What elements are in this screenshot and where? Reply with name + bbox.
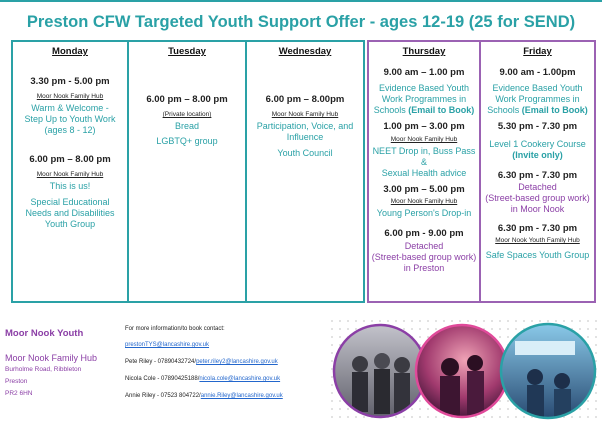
contact-email-main	[125, 342, 209, 348]
email-link[interactable]: annie.Riley@lancashire.gov.uk	[200, 393, 283, 399]
contact-name-phone: Pete Riley - 07890432724/	[125, 359, 197, 365]
session-title: (Invite only)	[512, 150, 563, 160]
session-venue: Moor Nook Family Hub	[390, 198, 458, 205]
session-title: Detached	[404, 241, 444, 251]
session-title: Influence	[286, 132, 324, 142]
session-title: Warm & Welcome -	[31, 103, 109, 113]
session-title: Evidence Based Youth	[378, 83, 470, 93]
session-title	[481, 105, 594, 116]
session-title: This is us!	[49, 181, 91, 191]
session-title: LGBTQ+ group	[156, 136, 218, 146]
address-line: Burholme Road, Ribbleton	[5, 366, 82, 373]
session-title: (Street-based group work)	[485, 193, 590, 203]
session-venue: (Private location)	[162, 111, 212, 118]
session-venue: Moor Nook Family Hub	[390, 136, 458, 143]
session-venue: Moor Nook Youth Family Hub	[495, 237, 580, 244]
email-link[interactable]: nicola.cole@lancashire.gov.uk	[199, 376, 281, 382]
session-venue: Moor Nook Family Hub	[36, 171, 104, 178]
day-heading-thursday: Thursday	[402, 46, 446, 57]
session-venue: Moor Nook Family Hub	[36, 93, 104, 100]
session-time: 6.00 pm – 8.00 pm	[146, 94, 228, 105]
email-to-book-note: (Email to Book)	[521, 105, 588, 115]
session-title: in Moor Nook	[510, 204, 565, 214]
session-title: Youth Group	[44, 219, 96, 229]
photo-collage-graphic	[330, 319, 600, 422]
session-time: 6.30 pm - 7.30 pm	[497, 170, 578, 181]
tuesday-column	[129, 40, 247, 303]
contact-name-phone: Nicola Cole - 07890425188/	[125, 376, 200, 382]
email-link[interactable]: peter.riley2@lancashire.gov.uk	[196, 359, 278, 365]
session-title: Evidence Based Youth	[492, 83, 583, 93]
session-title: Participation, Voice, and	[256, 121, 354, 131]
session-title: Needs and Disabilities	[25, 208, 115, 218]
session-title: Special Educational	[30, 197, 110, 207]
address-line: PR2 6HN	[5, 390, 33, 397]
session-time: 6.00 pm – 8.00 pm	[29, 154, 111, 165]
session-time: 9.00 am – 1.00 pm	[383, 67, 465, 78]
contact-line	[125, 393, 283, 399]
session-time: 6.00 pm - 9.00 pm	[384, 228, 464, 239]
session-title	[369, 105, 479, 116]
session-title: Youth Council	[277, 148, 333, 158]
page-title: Preston CFW Targeted Youth Support Offer - ages 12-19 (25 for SEND)	[26, 13, 576, 31]
session-title: NEET Drop in, Buss Pass &	[372, 146, 476, 167]
friday-column	[481, 40, 596, 303]
contact-name-phone: Annie Riley - 07523 804722/	[125, 393, 201, 399]
session-title: Sexual Health advice	[381, 168, 467, 178]
session-time: 5.30 pm - 7.30 pm	[497, 121, 578, 132]
address-line: Preston	[5, 378, 28, 385]
session-title-text: Schools	[487, 105, 522, 115]
session-title: Work Programmes in	[495, 94, 580, 104]
session-title: (Street-based group work)	[371, 252, 477, 262]
org-name: Moor Nook Youth	[5, 328, 84, 339]
timetable	[11, 40, 598, 303]
session-time: 3.00 pm – 5.00 pm	[383, 184, 465, 195]
wednesday-column	[247, 40, 365, 303]
session-title: Work Programmes in	[381, 94, 467, 104]
session-time: 6.00 pm – 8.00pm	[265, 94, 345, 105]
top-accent-line	[0, 0, 602, 2]
thursday-column	[367, 40, 481, 303]
email-link[interactable]: prestonTYS@lancashire.gov.uk	[125, 342, 210, 348]
contact-line	[125, 359, 278, 365]
email-to-book-note: (Email to Book)	[408, 105, 475, 115]
hub-name: Moor Nook Family Hub	[5, 353, 98, 363]
contact-line	[125, 376, 280, 382]
session-title: Bread	[174, 121, 200, 131]
contact-heading: For more information/to book contact:	[125, 326, 225, 332]
day-heading-tuesday: Tuesday	[168, 46, 206, 57]
session-title: Level 1 Cookery Course	[489, 139, 586, 149]
session-venue: Moor Nook Family Hub	[271, 111, 339, 118]
session-title: Safe Spaces Youth Group	[485, 250, 590, 260]
session-title: Step Up to Youth Work	[24, 114, 116, 124]
day-heading-monday: Monday	[52, 46, 88, 57]
session-title: Young Person's Drop-in	[376, 208, 472, 218]
session-time: 6.30 pm - 7.30 pm	[497, 223, 578, 234]
photo-collage	[330, 319, 600, 422]
monday-column	[11, 40, 129, 303]
day-heading-friday: Friday	[523, 46, 552, 57]
session-title: in Preston	[403, 263, 445, 273]
session-time: 3.30 pm - 5.00 pm	[30, 76, 110, 87]
day-heading-wednesday: Wednesday	[278, 46, 332, 57]
session-title: (ages 8 - 12)	[44, 125, 96, 135]
session-time: 1.00 pm – 3.00 pm	[383, 121, 465, 132]
session-title-text: Schools	[373, 105, 409, 115]
session-title: Detached	[518, 182, 557, 192]
session-time: 9.00 am - 1.00pm	[499, 67, 576, 78]
